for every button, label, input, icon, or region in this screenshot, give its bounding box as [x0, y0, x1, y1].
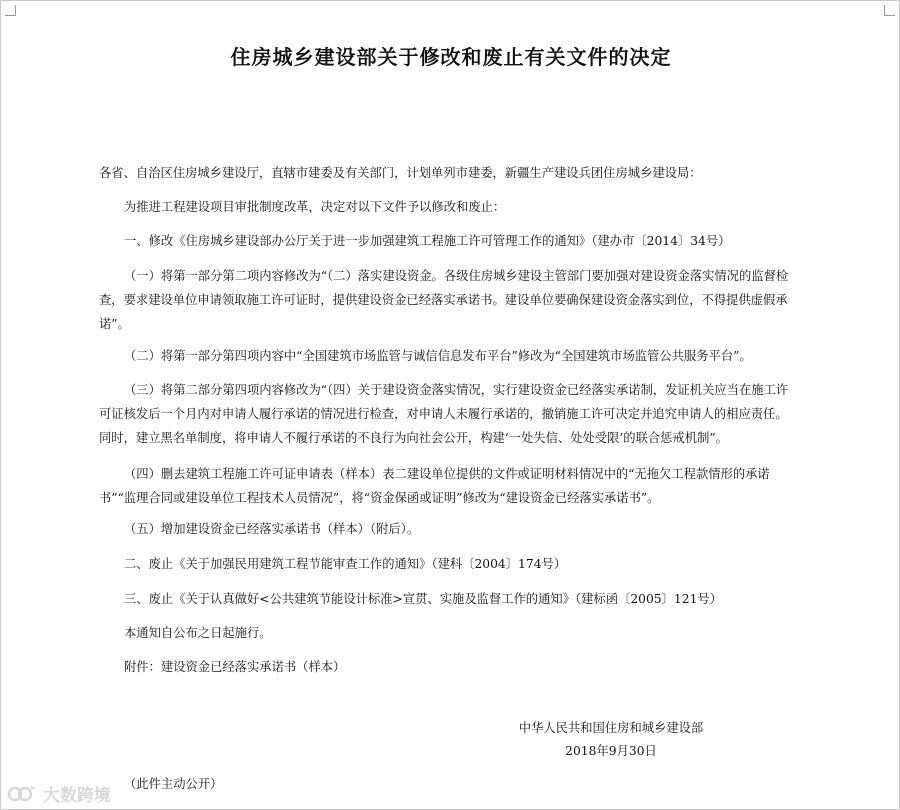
- item-2-heading: 二、废止《关于加强民用建筑工程节能审查工作的通知》（建科〔2004〕174号）: [124, 557, 567, 571]
- effective-date-note: 本通知自公布之日起施行。: [124, 626, 272, 640]
- document-title: 住房城乡建设部关于修改和废止有关文件的决定: [230, 45, 672, 69]
- watermark-text: 大数跨境: [42, 786, 111, 806]
- item-1-heading: 一、修改《住房城乡建设部办公厅关于进一步加强建筑工程施工许可管理工作的通知》（建办市〔2014〕34号）: [124, 234, 731, 248]
- watermark: [7, 781, 127, 805]
- item-1-sub-1: （一）将第一部分第二项内容修改为“（二）落实建设资金。各级住房城乡建设主管部门要加强对建设资金落实情况的监督检查，要求建设单位申请领取施工许可证时，提供建设资金已经落实承诺书。建设单位要确保建设资金落实到位，不得提供虚假承诺”。: [99, 269, 789, 331]
- item-1-sub-4: （四）删去建筑工程施工许可证申请表（样本）表二建设单位提供的文件或证明材料情况中的“无拖欠工程款情形的承诺书”“监理合同或建设单位工程技术人员情况”，将“资金保函或证明”修改为“建设资金已经落实承诺书”。: [99, 467, 770, 505]
- item-3-heading: 三、废止《关于认真做好<公共建筑节能设计标准>宣贯、实施及监督工作的通知》（建标函〔2005〕121号）: [124, 592, 722, 606]
- issuer-signature: 中华人民共和国住房和城乡建设部: [518, 721, 704, 735]
- public-disclosure-note: （此件主动公开）: [124, 777, 223, 791]
- attachment-line: 附件：建设资金已经落实承诺书（样本）: [124, 660, 346, 674]
- issue-date: 2018年9月30日: [565, 744, 657, 758]
- item-1-sub-5: （五）增加建设资金已经落实承诺书（样本）（附后）。: [124, 522, 420, 536]
- intro-paragraph: 为推进工程建设项目审批制度改革，决定对以下文件予以修改和废止：: [124, 200, 506, 214]
- item-1-sub-3: （三）将第二部分第四项内容修改为“（四）关于建设资金落实情况，实行建设资金已经落实承诺制，发证机关应当在施工许可证核发后一个月内对申请人履行承诺的情况进行检查，对申请人未履行承诺的，撤销施工许可决定并追究申请人的相应责任。同时，建立黑名单制度，将申请人不履行承诺的不良行为向社会公开，构建‘一处失信、处处受限’的联合惩戒机制”。: [99, 383, 789, 445]
- addressee-line: 各省、自治区住房城乡建设厅，直辖市建委及有关部门，计划单列市建委，新疆生产建设兵团住房城乡建设局：: [99, 166, 702, 180]
- item-1-sub-2: （二）将第一部分第四项内容中“全国建筑市场监管与诚信信息发布平台”修改为“全国建筑市场监管公共服务平台”。: [124, 349, 752, 363]
- crop-mark-top-right: [884, 5, 895, 16]
- crop-mark-top-left: [5, 5, 16, 16]
- watermark-logo-icon: [7, 784, 37, 804]
